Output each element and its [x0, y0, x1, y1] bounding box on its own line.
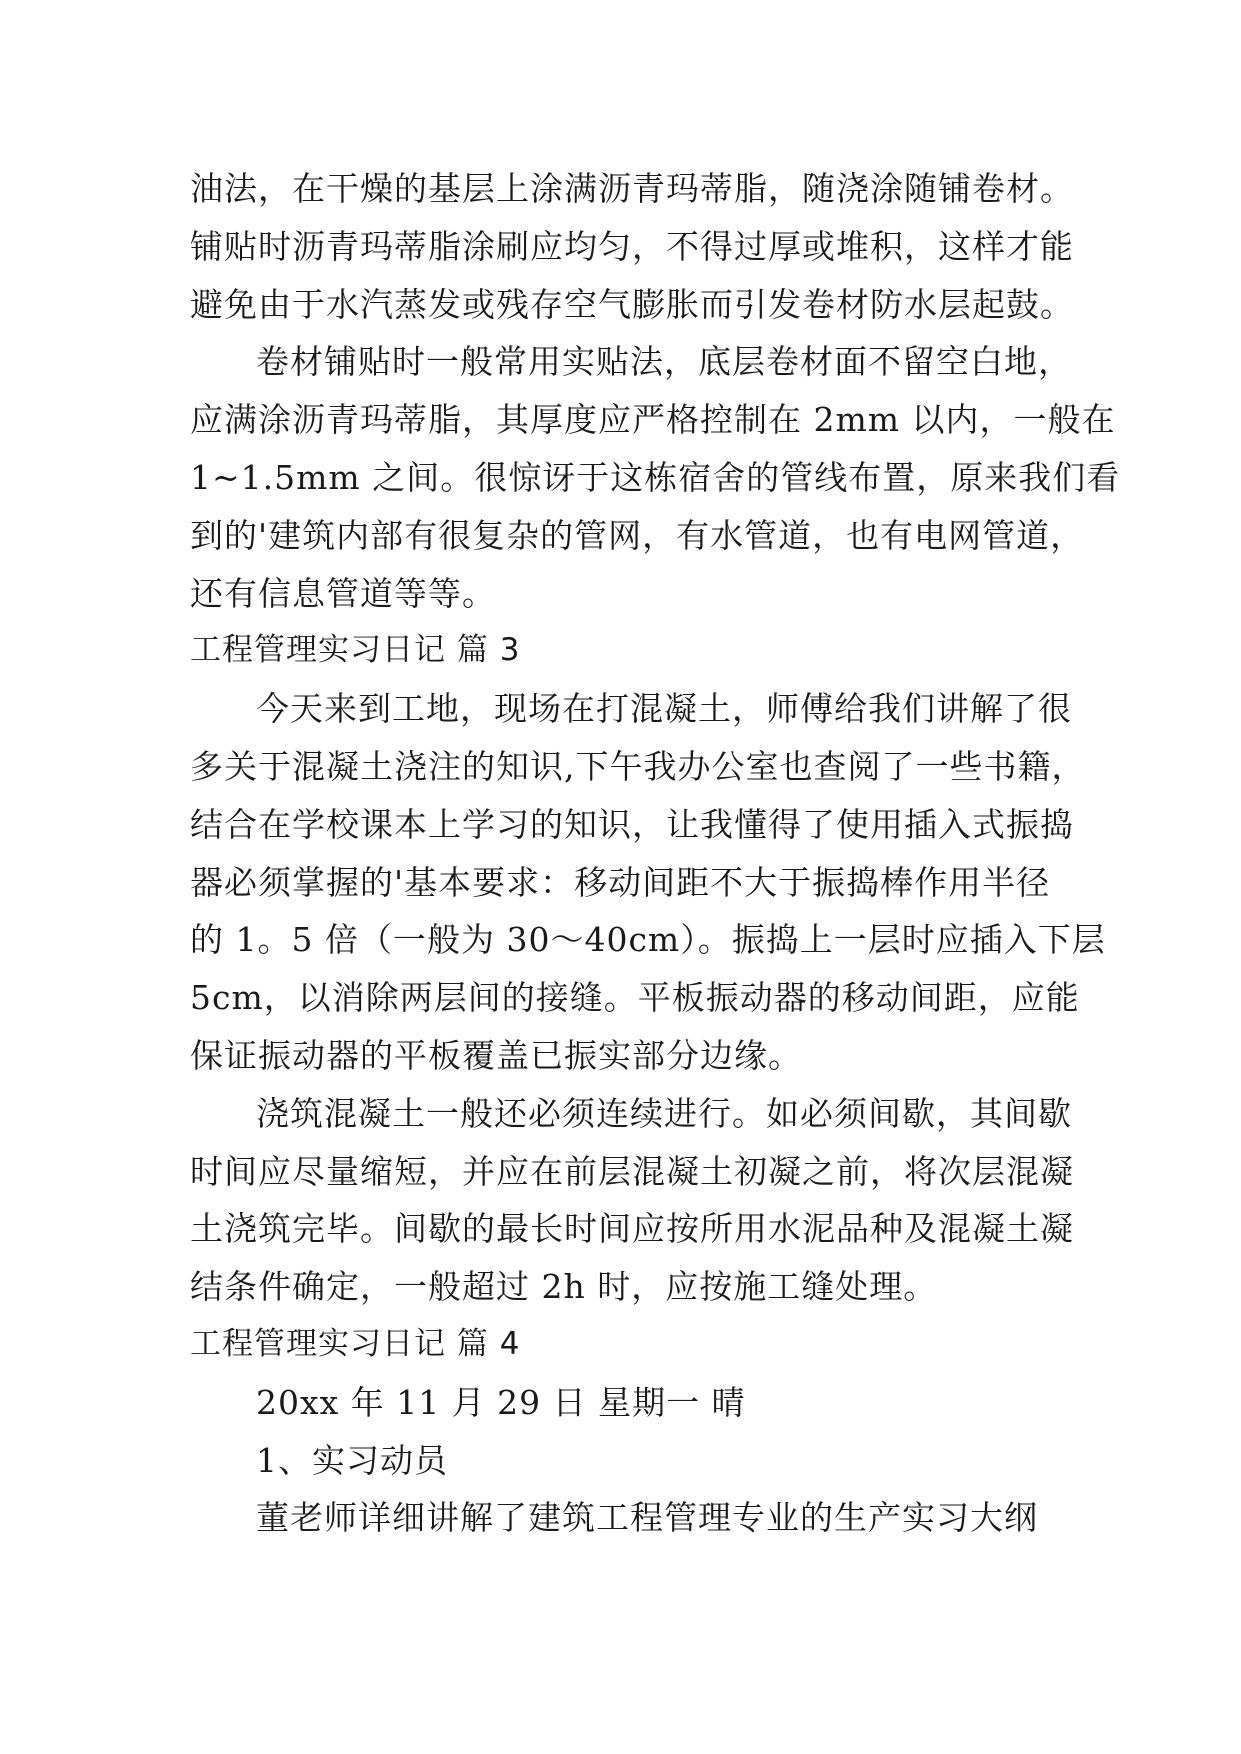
text-line: 卷材铺贴时一般常用实贴法，底层卷材面不留空白地，: [256, 342, 1072, 382]
text-line: 铺贴时沥青玛蒂脂涂刷应均匀，不得过厚或堆积，这样才能: [190, 226, 1074, 266]
paragraph: [190, 1374, 1070, 1432]
paragraph: [190, 160, 1074, 333]
text-line: 的 1。5 倍（一般为 30～40cm）。振捣上一层时应插入下层: [190, 920, 1106, 960]
text-line: 到的'建筑内部有很复杂的管网，有水管道，也有电网管道，: [190, 515, 1085, 555]
text-line: 结合在学校课本上学习的知识，让我懂得了使用插入式振捣: [190, 804, 1074, 844]
document-body: [190, 160, 1121, 1547]
text-line: 还有信息管道等等。: [190, 573, 496, 613]
text-line: 应满涂沥青玛蒂脂，其厚度应严格控制在 2mm 以内，一般在: [190, 400, 1116, 440]
paragraph: [190, 1432, 1070, 1490]
text-line: 结条件确定，一般超过 2h 时，应按施工缝处理。: [190, 1267, 938, 1307]
section-heading: 工程管理实习日记 篇 4: [190, 1325, 521, 1362]
text-line: 5cm，以消除两层间的接缝。平板振动器的移动间距，应能: [190, 978, 1080, 1018]
section-heading: 工程管理实习日记 篇 3: [190, 632, 521, 669]
paragraph: [190, 1085, 1074, 1316]
paragraph: [190, 333, 1121, 622]
text-line: 保证振动器的平板覆盖已振实部分边缘。: [190, 1035, 802, 1075]
paragraph: [190, 1489, 1070, 1547]
subheading-line: 1、实习动员: [256, 1440, 448, 1480]
text-line: 时间应尽量缩短，并应在前层混凝土初凝之前，将次层混凝: [190, 1151, 1074, 1191]
text-line: 董老师详细讲解了建筑工程管理专业的生产实习大纲: [256, 1498, 1038, 1538]
text-line: 器必须掌握的'基本要求：移动间距不大于振捣棒作用半径: [190, 862, 1051, 902]
date-line: 20xx 年 11 月 29 日 星期一 晴: [256, 1382, 746, 1422]
text-line: 多关于混凝土浇注的知识,下午我办公室也查阅了一些书籍，: [190, 746, 1086, 786]
text-line: 浇筑混凝土一般还必须连续进行。如必须间歇，其间歇: [256, 1093, 1072, 1133]
text-line: 1~1.5mm 之间。很惊讶于这栋宿舍的管线布置，原来我们看: [190, 457, 1121, 497]
text-line: 土浇筑完毕。间歇的最长时间应按所用水泥品种及混凝土凝: [190, 1209, 1074, 1249]
text-line: 避免由于水汽蒸发或残存空气膨胀而引发卷材防水层起鼓。: [190, 284, 1074, 324]
text-line: 油法，在干燥的基层上涂满沥青玛蒂脂，随浇涂随铺卷材。: [190, 169, 1074, 208]
text-line: 今天来到工地，现场在打混凝土，师傅给我们讲解了很: [256, 689, 1072, 729]
paragraph: [190, 680, 1106, 1085]
